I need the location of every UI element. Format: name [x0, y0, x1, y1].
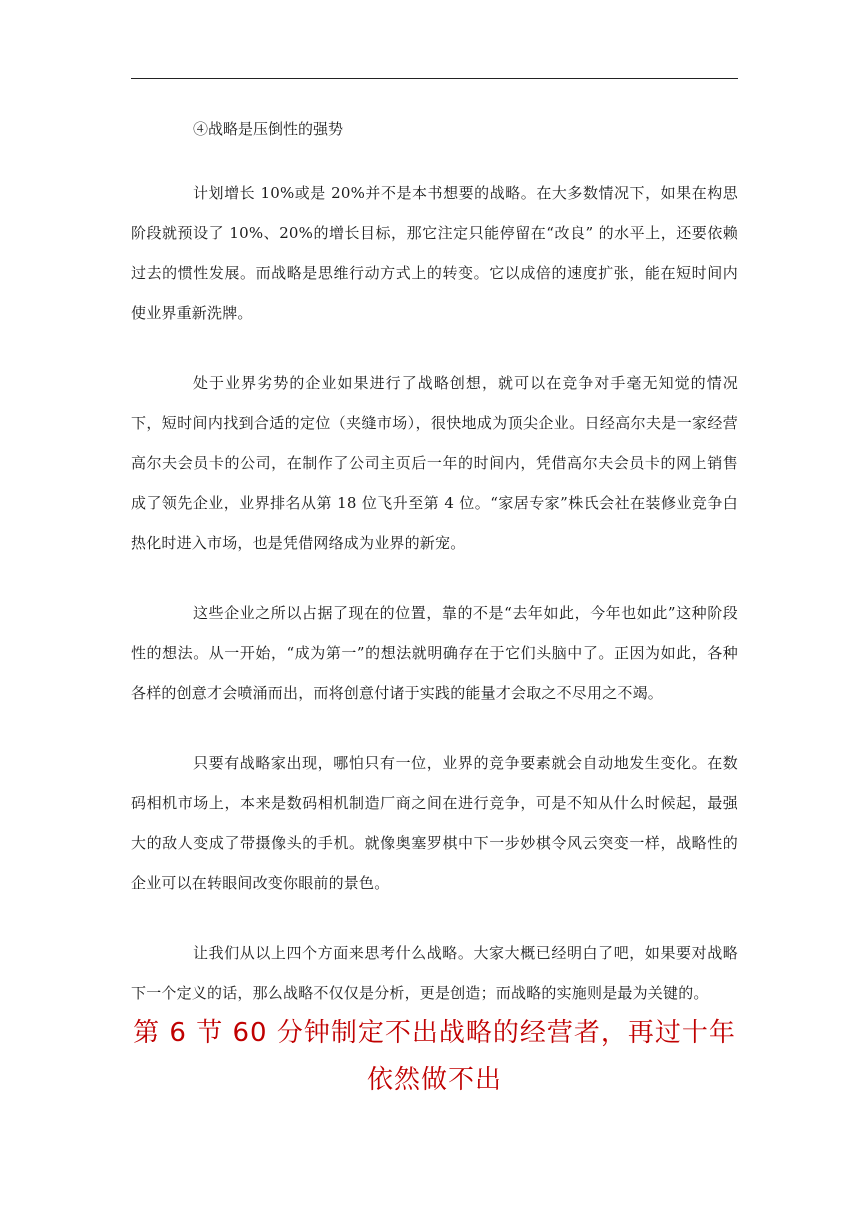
section-title: 第 6 节 60 分钟制定不出战略的经营者，再过十年依然做不出 [133, 1018, 736, 1095]
paragraph-3: 这些企业之所以占据了现在的位置，靠的不是“去年如此，今年也如此”这种阶段性的想法。从一开始，“成为第一”的想法就明确存在于它们头脑中了。正因为如此，各种各样的创意才会喷涌而出，而将创意付诸于实践的能量才会取之不尽用之不竭。 [131, 604, 738, 702]
header-rule [131, 78, 738, 79]
paragraph-1: 计划增长 10%或是 20%并不是本书想要的战略。在大多数情况下，如果在构思阶段就预设了 10%、20%的增长目标，那它注定只能停留在“改良” 的水平上，还要依赖过去的惯性发展。而战略是思维行动方式上的转变。它以成倍的速度扩张，能在短时间内使业界重新洗牌。 [131, 184, 738, 322]
paragraph-4: 只要有战略家出现，哪怕只有一位，业界的竞争要素就会自动地发生变化。在数码相机市场上，本来是数码相机制造厂商之间在进行竞争，可是不知从什么时候起，最强大的敌人变成了带摄像头的手机。就像奥塞罗棋中下一步妙棋令风云突变一样，战略性的企业可以在转眼间改变你眼前的景色。 [131, 754, 738, 892]
subheading: ④战略是压倒性的强势 [193, 120, 344, 138]
document-body [131, 114, 738, 1013]
paragraph-2: 处于业界劣势的企业如果进行了战略创想，就可以在竞争对手毫无知觉的情况下，短时间内找到合适的定位（夹缝市场），很快地成为顶尖企业。日经高尔夫是一家经营高尔夫会员卡的公司，在制作了公司主页后一年的时间内，凭借高尔夫会员卡的网上销售成了领先企业，业界排名从第 18 位飞升至第 4 位。“家居专家”株氏会社在装修业竞争白热化时进入市场，也是凭借网络成为业界的新宠。 [131, 374, 738, 552]
paragraph-5: 让我们从以上四个方面来思考什么战略。大家大概已经明白了吧，如果要对战略下一个定义的话，那么战略不仅仅是分析，更是创造；而战略的实施则是最为关键的。 [131, 944, 738, 1002]
